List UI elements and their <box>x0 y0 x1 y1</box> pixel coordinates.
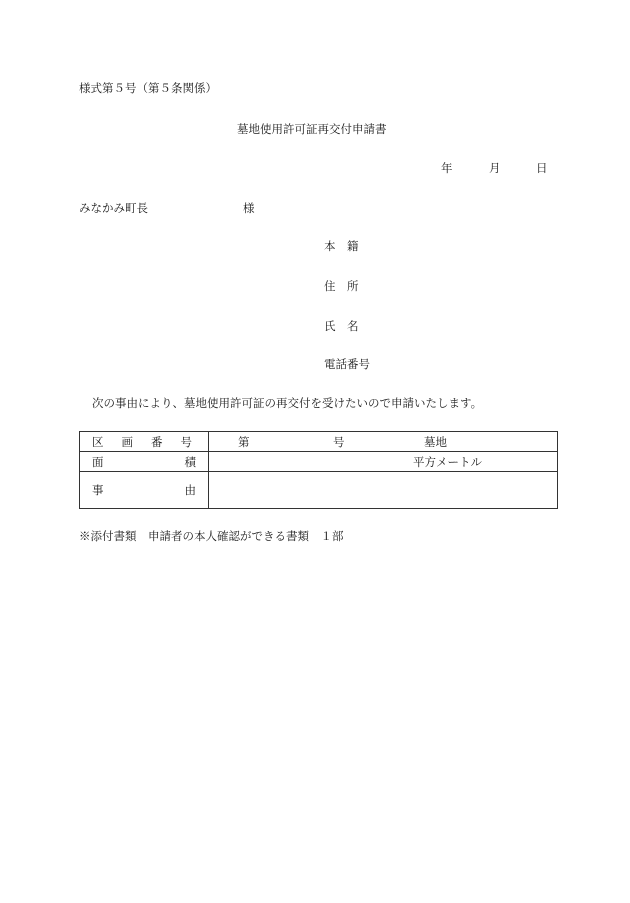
document-title: 墓地使用許可証再交付申請書 <box>237 122 387 136</box>
applicant-field-honseki: 本 籍 <box>324 239 359 253</box>
area-label-char: 面 <box>92 454 104 469</box>
area-unit: 平方メートル <box>413 454 482 469</box>
plot-number-label-cell <box>80 432 209 452</box>
applicant-field-address: 住 所 <box>324 279 359 293</box>
application-statement: 次の事由により、墓地使用許可証の再交付を受けたいので申請いたします。 <box>92 396 483 410</box>
addressee-honorific: 様 <box>243 201 255 215</box>
table-row-plot-number <box>80 432 558 452</box>
addressee-name: みなかみ町長 <box>79 201 148 215</box>
applicant-field-phone: 電話番号 <box>324 357 370 371</box>
plot-number-cemetery: 墓地 <box>424 434 447 449</box>
plot-number-label-char: 号 <box>180 434 192 449</box>
area-label-char: 積 <box>184 454 196 469</box>
attachment-note: ※添付書類 申請者の本人確認ができる書類 １部 <box>79 529 344 543</box>
application-table <box>79 431 558 509</box>
date-day-label: 日 <box>536 161 548 175</box>
plot-number-dai: 第 <box>238 434 250 449</box>
reason-label-char: 事 <box>92 483 104 497</box>
plot-number-label-char: 画 <box>121 434 133 449</box>
area-value-cell[interactable] <box>209 452 558 472</box>
date-year-label: 年 <box>441 161 453 175</box>
plot-number-gou: 号 <box>333 434 345 449</box>
reason-value-cell[interactable] <box>209 472 558 509</box>
reason-label-cell <box>80 472 209 509</box>
plot-number-label-char: 番 <box>151 434 163 449</box>
form-number: 様式第５号（第５条関係） <box>79 81 217 95</box>
reason-label-char: 由 <box>184 483 196 497</box>
plot-number-label-char: 区 <box>92 434 104 449</box>
table-row-reason <box>80 472 558 509</box>
table-row-area <box>80 452 558 472</box>
date-month-label: 月 <box>489 161 501 175</box>
area-label-cell <box>80 452 209 472</box>
plot-number-value-cell[interactable] <box>209 432 558 452</box>
applicant-field-name: 氏 名 <box>324 319 359 333</box>
